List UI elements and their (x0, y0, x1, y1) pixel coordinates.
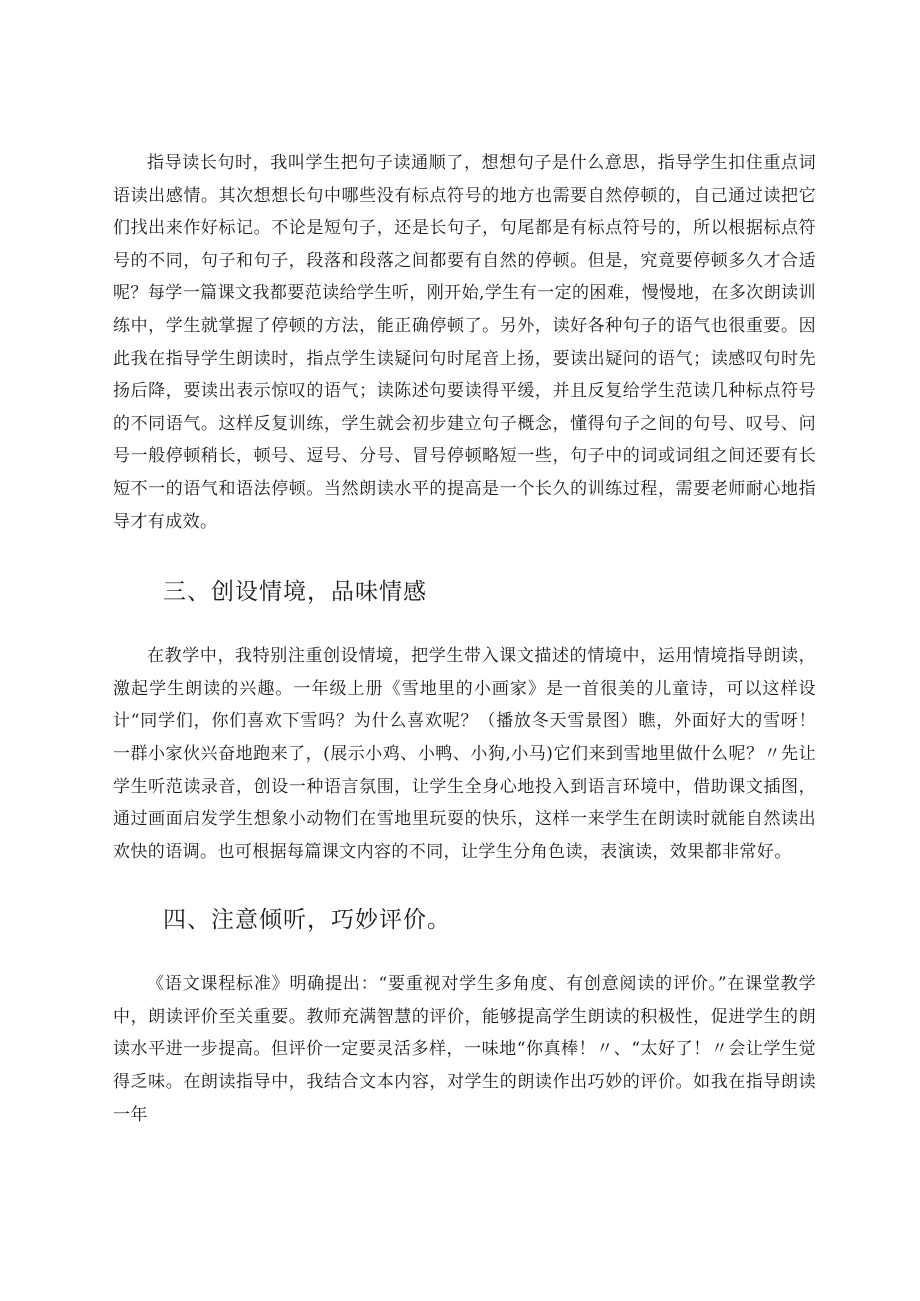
body-paragraph: 在教学中，我特别注重创设情境，把学生带入课文描述的情境中，运用情境指导朗读，激起学生朗读的兴趣。一年级上册《雪地里的小画家》是一首很美的儿童诗，可以这样设计“同学们，你们喜欢下雪吗？为什么喜欢呢？（播放冬天雪景图）瞧，外面好大的雪呀！一群小家伙兴奋地跑来了，(展示小鸡、小鸭、小狗,小马)它们来到雪地里做什么呢？〃先让学生听范读录音，创设一种语言氛围，让学生全身心地投入到语言环境中，借助课文插图，通过画面启发学生想象小动物们在雪地里玩耍的快乐，这样一来学生在朗读时就能自然读出欢快的语调。也可根据每篇课文内容的不同，让学生分角色读，表演读，效果都非常好。 (113, 646, 816, 862)
document-page (113, 147, 816, 1131)
section-heading: 三、创设情境，品味情感 (163, 579, 427, 606)
body-paragraph: 《语文课程标准》明确提出：“要重视对学生多角度、有创意阅读的评价。”在课堂教学中，朗读评价至关重要。教师充满智慧的评价，能够提高学生朗读的积极性，促进学生的朗读水平进一步提高。但评价一定要灵活多样，一味地“你真棒！〃、“太好了！〃会让学生觉得乏味。在朗读指导中，我结合文本内容，对学生的朗读作出巧妙的评价。如我在指导朗读一年 (113, 974, 816, 1125)
body-paragraph: 指导读长句时，我叫学生把句子读通顺了，想想句子是什么意思，指导学生扣住重点词语读出感情。其次想想长句中哪些没有标点符号的地方也需要自然停顿的，自己通过读把它们找出来作好标记。不论是短句子，还是长句子，句尾都是有标点符号的，所以根据标点符号的不同，句子和句子，段落和段落之间都要有自然的停顿。但是，究竟要停顿多久才合适呢？每学一篇课文我都要范读给学生听，刚开始,学生有一定的困难，慢慢地，在多次朗读训练中，学生就掌握了停顿的方法，能正确停顿了。另外，读好各种句子的语气也很重要。因此我在指导学生朗读时，指点学生读疑问句时尾音上扬，要读出疑问的语气；读感叹句时先扬后降，要读出表示惊叹的语气；读陈述句要读得平缓，并且反复给学生范读几种标点符号的不同语气。这样反复训练，学生就会初步建立句子概念，懂得句子之间的句号、叹号、问号一般停顿稍长，顿号、逗号、分号、冒号停顿略短一些，句子中的词或词组之间还要有长短不一的语气和语法停顿。当然朗读水平的提高是一个长久的训练过程，需要老师耐心地指导才有成效。 (113, 153, 816, 532)
section-heading: 四、注意倾听，巧妙评价。 (163, 907, 451, 934)
